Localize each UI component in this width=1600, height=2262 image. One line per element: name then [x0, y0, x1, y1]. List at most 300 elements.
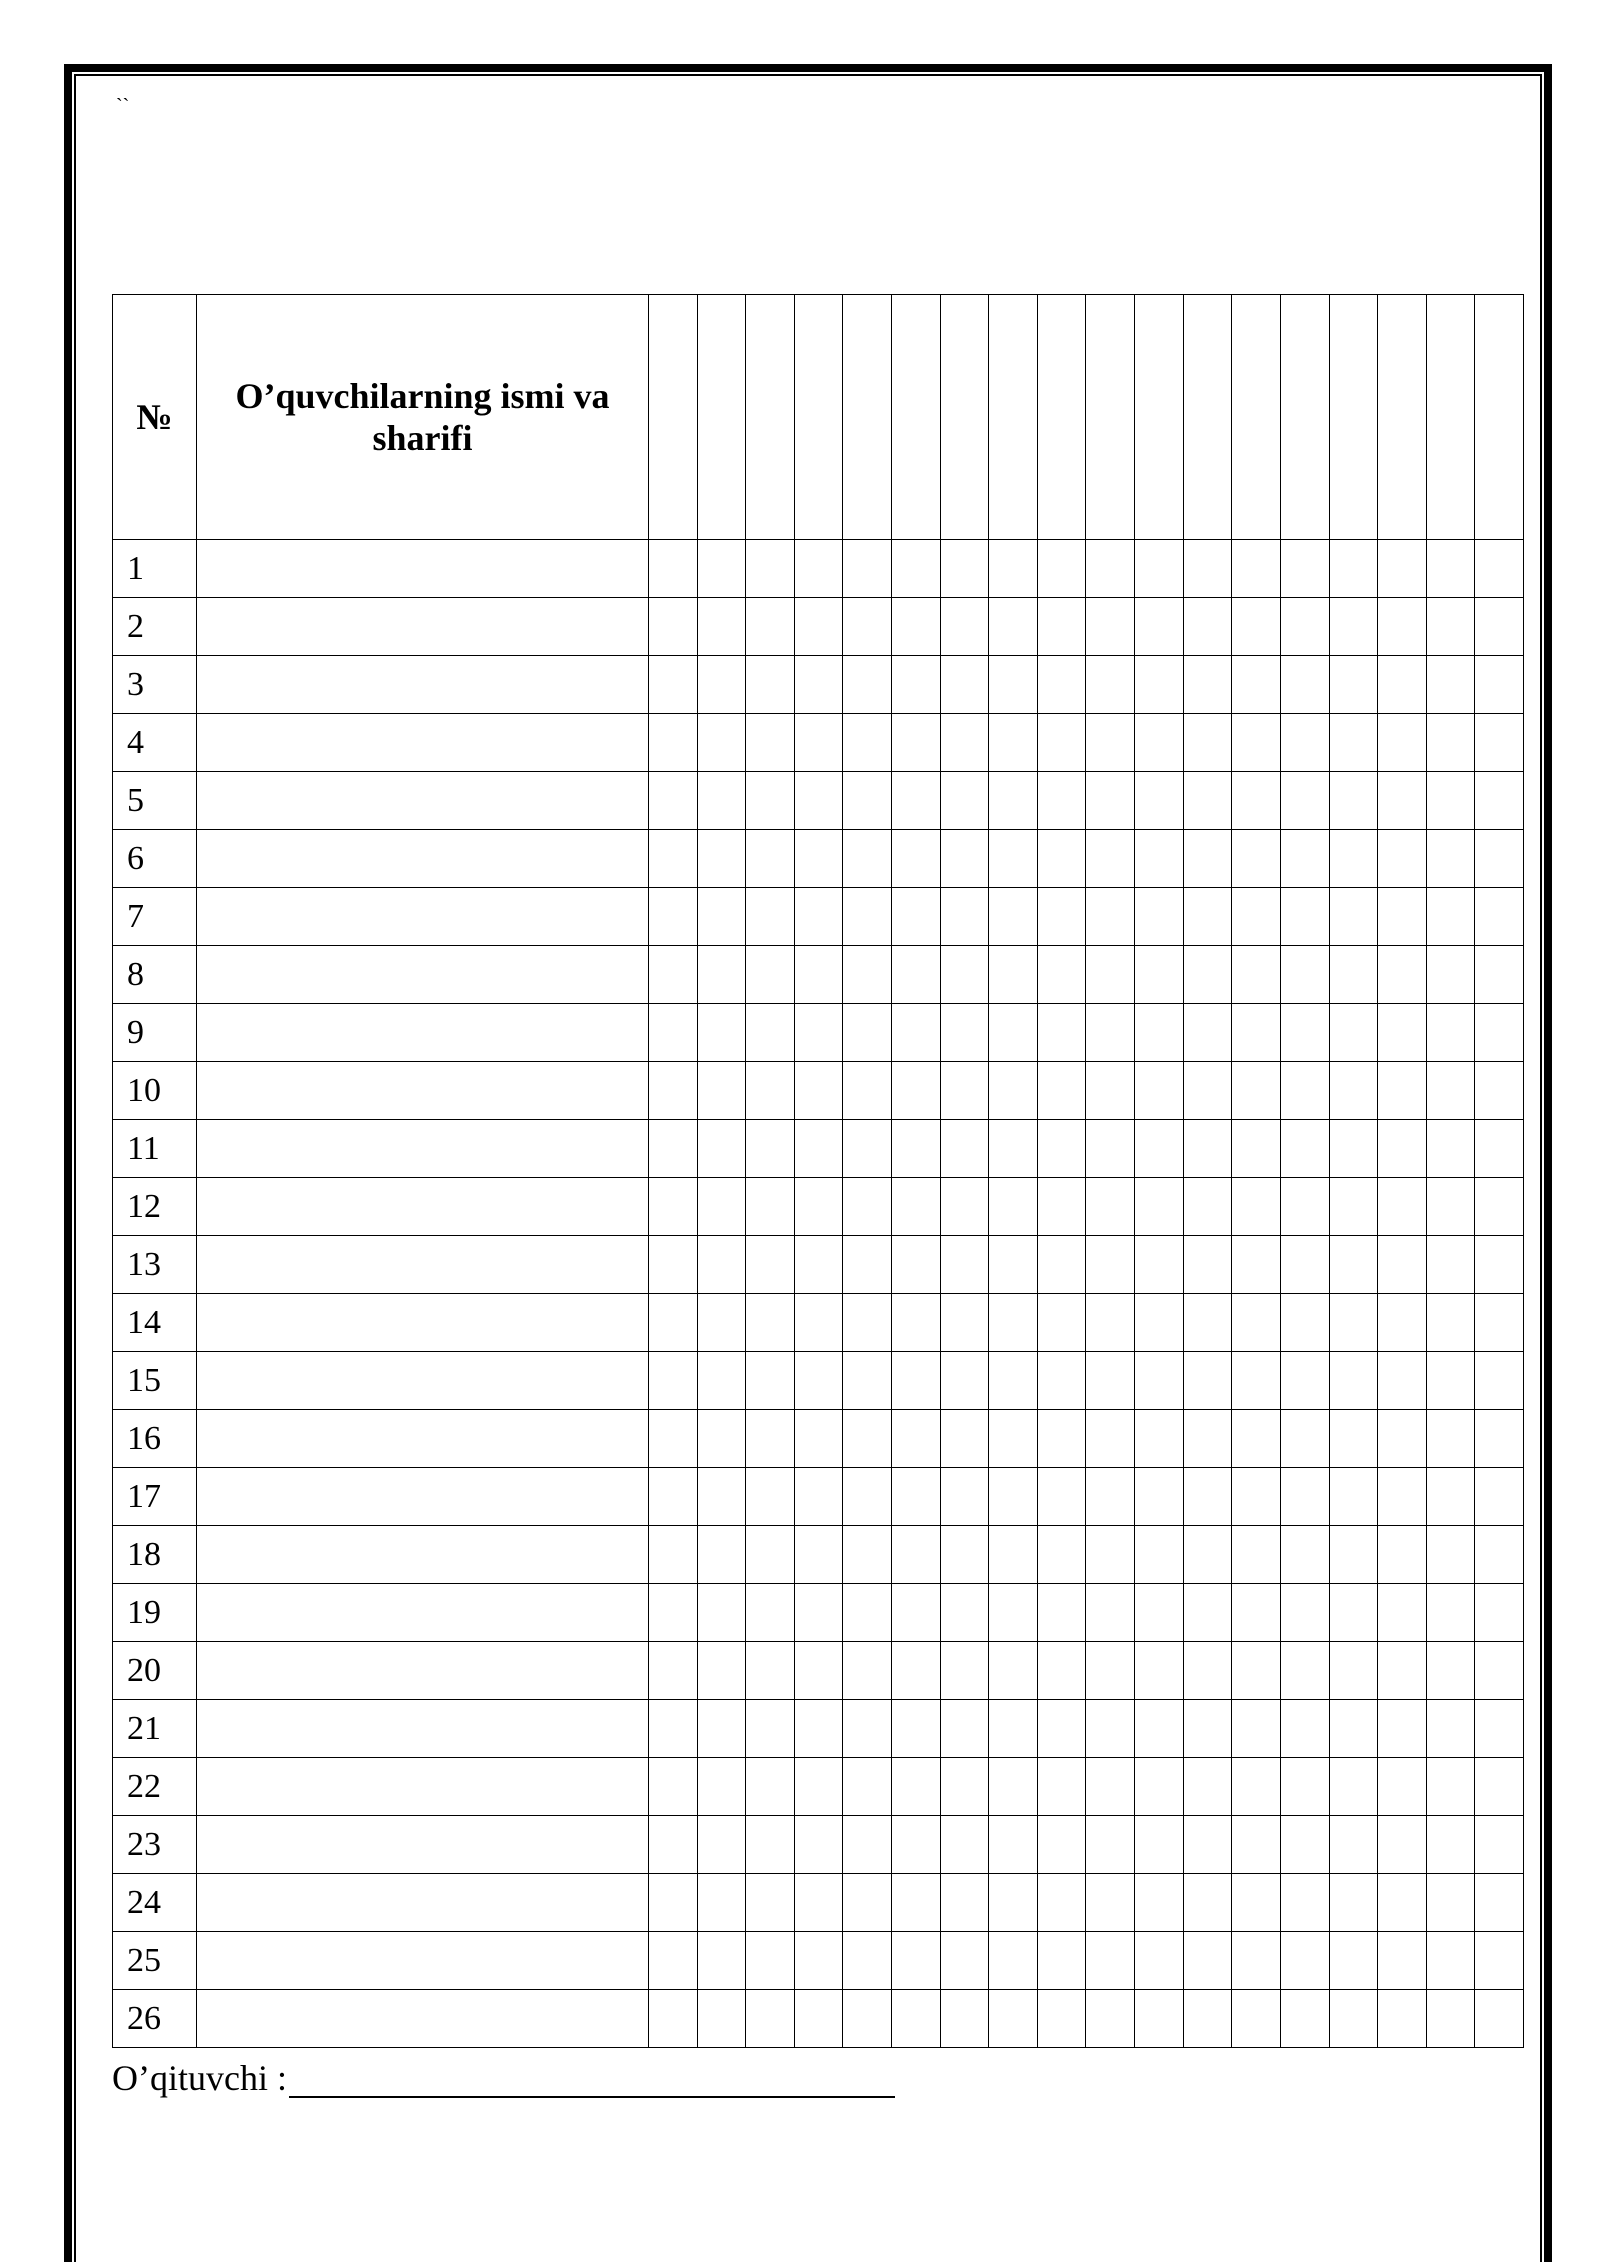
grade-cell[interactable]	[1086, 1584, 1135, 1642]
grade-cell[interactable]	[649, 1526, 698, 1584]
grade-cell[interactable]	[1232, 540, 1281, 598]
grade-cell[interactable]	[843, 1642, 892, 1700]
grade-cell[interactable]	[1475, 1874, 1524, 1932]
grade-cell[interactable]	[1232, 1468, 1281, 1526]
grade-cell[interactable]	[989, 1642, 1038, 1700]
grade-cell[interactable]	[746, 598, 795, 656]
grade-cell[interactable]	[746, 1004, 795, 1062]
grade-cell[interactable]	[892, 1874, 941, 1932]
grade-cell[interactable]	[1135, 1294, 1184, 1352]
grade-cell[interactable]	[1475, 540, 1524, 598]
grade-cell[interactable]	[697, 1990, 746, 2048]
grade-cell[interactable]	[1037, 888, 1086, 946]
grade-cell[interactable]	[1183, 540, 1232, 598]
grade-cell[interactable]	[746, 888, 795, 946]
student-name-cell[interactable]	[197, 1526, 649, 1584]
grade-cell[interactable]	[697, 1062, 746, 1120]
grade-cell[interactable]	[1329, 540, 1378, 598]
grade-cell[interactable]	[1183, 1236, 1232, 1294]
grade-cell[interactable]	[1426, 1758, 1475, 1816]
grade-cell[interactable]	[1086, 1874, 1135, 1932]
grade-cell[interactable]	[1232, 1178, 1281, 1236]
grade-cell[interactable]	[1378, 1468, 1427, 1526]
grade-cell[interactable]	[1037, 946, 1086, 1004]
grade-cell[interactable]	[1280, 1062, 1329, 1120]
grade-cell[interactable]	[794, 1120, 843, 1178]
grade-cell[interactable]	[649, 946, 698, 1004]
grade-cell[interactable]	[940, 1700, 989, 1758]
grade-cell[interactable]	[746, 1410, 795, 1468]
grade-cell[interactable]	[843, 830, 892, 888]
grade-cell[interactable]	[697, 1932, 746, 1990]
grade-cell[interactable]	[697, 1120, 746, 1178]
grade-cell[interactable]	[1378, 598, 1427, 656]
grade-cell[interactable]	[1135, 656, 1184, 714]
grade-cell[interactable]	[843, 1526, 892, 1584]
grade-cell[interactable]	[794, 1526, 843, 1584]
grade-cell[interactable]	[1183, 1410, 1232, 1468]
student-name-cell[interactable]	[197, 1990, 649, 2048]
grade-cell[interactable]	[1378, 1236, 1427, 1294]
grade-cell[interactable]	[892, 598, 941, 656]
grade-cell[interactable]	[1426, 888, 1475, 946]
grade-cell[interactable]	[1280, 1236, 1329, 1294]
grade-cell[interactable]	[843, 1874, 892, 1932]
grade-cell[interactable]	[940, 1178, 989, 1236]
grade-cell[interactable]	[1037, 1932, 1086, 1990]
grade-cell[interactable]	[1329, 714, 1378, 772]
grade-cell[interactable]	[940, 1990, 989, 2048]
grade-cell[interactable]	[1037, 714, 1086, 772]
grade-cell[interactable]	[1475, 1990, 1524, 2048]
grade-cell[interactable]	[892, 1062, 941, 1120]
grade-cell[interactable]	[697, 772, 746, 830]
grade-cell[interactable]	[1232, 1410, 1281, 1468]
grade-cell[interactable]	[1232, 830, 1281, 888]
grade-cell[interactable]	[746, 1178, 795, 1236]
grade-cell[interactable]	[746, 656, 795, 714]
grade-cell[interactable]	[1378, 830, 1427, 888]
grade-cell[interactable]	[1280, 714, 1329, 772]
grade-cell[interactable]	[1232, 1700, 1281, 1758]
grade-cell[interactable]	[1426, 1178, 1475, 1236]
grade-cell[interactable]	[1280, 1410, 1329, 1468]
grade-cell[interactable]	[1426, 1004, 1475, 1062]
grade-cell[interactable]	[843, 540, 892, 598]
grade-cell[interactable]	[1475, 888, 1524, 946]
grade-cell[interactable]	[843, 1062, 892, 1120]
grade-cell[interactable]	[1037, 1700, 1086, 1758]
grade-cell[interactable]	[746, 714, 795, 772]
grade-cell[interactable]	[746, 1526, 795, 1584]
grade-cell[interactable]	[989, 1584, 1038, 1642]
grade-cell[interactable]	[1329, 1062, 1378, 1120]
grade-cell[interactable]	[1232, 656, 1281, 714]
grade-cell[interactable]	[697, 1178, 746, 1236]
grade-cell[interactable]	[892, 1468, 941, 1526]
grade-cell[interactable]	[1135, 946, 1184, 1004]
grade-cell[interactable]	[1426, 1874, 1475, 1932]
grade-cell[interactable]	[746, 1758, 795, 1816]
grade-cell[interactable]	[1086, 1352, 1135, 1410]
grade-cell[interactable]	[843, 946, 892, 1004]
grade-cell[interactable]	[1426, 540, 1475, 598]
grade-cell[interactable]	[1378, 1874, 1427, 1932]
grade-cell[interactable]	[843, 1932, 892, 1990]
grade-cell[interactable]	[1232, 1932, 1281, 1990]
grade-cell[interactable]	[1232, 1816, 1281, 1874]
grade-cell[interactable]	[989, 1410, 1038, 1468]
grade-cell[interactable]	[1378, 1932, 1427, 1990]
grade-cell[interactable]	[1475, 1062, 1524, 1120]
grade-cell[interactable]	[1037, 1526, 1086, 1584]
grade-cell[interactable]	[940, 772, 989, 830]
grade-cell[interactable]	[940, 1932, 989, 1990]
grade-cell[interactable]	[989, 1758, 1038, 1816]
grade-cell[interactable]	[1183, 1294, 1232, 1352]
grade-cell[interactable]	[649, 1410, 698, 1468]
grade-cell[interactable]	[794, 1874, 843, 1932]
grade-cell[interactable]	[940, 1816, 989, 1874]
grade-cell[interactable]	[1426, 1642, 1475, 1700]
grade-cell[interactable]	[746, 540, 795, 598]
grade-cell[interactable]	[1086, 946, 1135, 1004]
grade-cell[interactable]	[1183, 1932, 1232, 1990]
grade-cell[interactable]	[989, 1932, 1038, 1990]
grade-cell[interactable]	[1086, 1932, 1135, 1990]
grade-cell[interactable]	[1475, 714, 1524, 772]
grade-cell[interactable]	[1329, 1294, 1378, 1352]
grade-cell[interactable]	[1280, 1120, 1329, 1178]
grade-cell[interactable]	[1086, 1062, 1135, 1120]
grade-cell[interactable]	[843, 1294, 892, 1352]
grade-cell[interactable]	[989, 1526, 1038, 1584]
grade-cell[interactable]	[1329, 598, 1378, 656]
grade-cell[interactable]	[794, 1352, 843, 1410]
grade-cell[interactable]	[989, 1352, 1038, 1410]
grade-cell[interactable]	[1280, 1584, 1329, 1642]
grade-cell[interactable]	[1232, 1294, 1281, 1352]
grade-cell[interactable]	[843, 1120, 892, 1178]
grade-cell[interactable]	[1135, 1236, 1184, 1294]
grade-cell[interactable]	[794, 540, 843, 598]
grade-cell[interactable]	[649, 888, 698, 946]
grade-cell[interactable]	[649, 772, 698, 830]
grade-cell[interactable]	[989, 946, 1038, 1004]
grade-cell[interactable]	[1378, 1990, 1427, 2048]
grade-cell[interactable]	[697, 714, 746, 772]
grade-cell[interactable]	[1232, 1236, 1281, 1294]
grade-cell[interactable]	[1135, 1874, 1184, 1932]
grade-cell[interactable]	[1086, 888, 1135, 946]
student-name-cell[interactable]	[197, 888, 649, 946]
grade-cell[interactable]	[1086, 772, 1135, 830]
grade-cell[interactable]	[1475, 1410, 1524, 1468]
grade-cell[interactable]	[1475, 1236, 1524, 1294]
grade-cell[interactable]	[746, 830, 795, 888]
grade-cell[interactable]	[1329, 1120, 1378, 1178]
grade-cell[interactable]	[794, 1932, 843, 1990]
grade-cell[interactable]	[1183, 1468, 1232, 1526]
grade-cell[interactable]	[1280, 1178, 1329, 1236]
grade-cell[interactable]	[989, 1062, 1038, 1120]
grade-cell[interactable]	[1426, 656, 1475, 714]
grade-cell[interactable]	[794, 1062, 843, 1120]
grade-cell[interactable]	[649, 1816, 698, 1874]
grade-cell[interactable]	[649, 1642, 698, 1700]
grade-cell[interactable]	[989, 1004, 1038, 1062]
grade-cell[interactable]	[1475, 1352, 1524, 1410]
grade-cell[interactable]	[794, 1236, 843, 1294]
grade-cell[interactable]	[746, 1700, 795, 1758]
grade-cell[interactable]	[1086, 1990, 1135, 2048]
grade-cell[interactable]	[1329, 1642, 1378, 1700]
grade-cell[interactable]	[1329, 830, 1378, 888]
grade-cell[interactable]	[1378, 1700, 1427, 1758]
grade-cell[interactable]	[1232, 772, 1281, 830]
grade-cell[interactable]	[1280, 1004, 1329, 1062]
grade-cell[interactable]	[843, 1700, 892, 1758]
grade-cell[interactable]	[1426, 830, 1475, 888]
grade-cell[interactable]	[1183, 1584, 1232, 1642]
grade-cell[interactable]	[1329, 888, 1378, 946]
grade-cell[interactable]	[843, 1584, 892, 1642]
grade-cell[interactable]	[697, 1874, 746, 1932]
grade-cell[interactable]	[1329, 1816, 1378, 1874]
grade-cell[interactable]	[1232, 714, 1281, 772]
teacher-signature-blank[interactable]	[289, 2064, 895, 2098]
grade-cell[interactable]	[1426, 1120, 1475, 1178]
grade-cell[interactable]	[1280, 1468, 1329, 1526]
grade-cell[interactable]	[940, 1874, 989, 1932]
grade-cell[interactable]	[940, 1758, 989, 1816]
grade-cell[interactable]	[989, 1816, 1038, 1874]
grade-cell[interactable]	[794, 1990, 843, 2048]
grade-cell[interactable]	[697, 1004, 746, 1062]
grade-cell[interactable]	[1086, 830, 1135, 888]
grade-cell[interactable]	[1426, 1352, 1475, 1410]
grade-cell[interactable]	[1426, 1236, 1475, 1294]
grade-cell[interactable]	[649, 1874, 698, 1932]
grade-cell[interactable]	[794, 946, 843, 1004]
grade-cell[interactable]	[1475, 946, 1524, 1004]
grade-cell[interactable]	[1329, 1352, 1378, 1410]
grade-cell[interactable]	[649, 1004, 698, 1062]
grade-cell[interactable]	[1037, 1758, 1086, 1816]
grade-cell[interactable]	[892, 772, 941, 830]
grade-cell[interactable]	[794, 1468, 843, 1526]
grade-cell[interactable]	[1037, 1642, 1086, 1700]
grade-cell[interactable]	[697, 1526, 746, 1584]
grade-cell[interactable]	[1135, 1526, 1184, 1584]
grade-cell[interactable]	[1183, 598, 1232, 656]
grade-cell[interactable]	[940, 1004, 989, 1062]
grade-cell[interactable]	[1037, 1990, 1086, 2048]
grade-cell[interactable]	[1086, 1700, 1135, 1758]
grade-cell[interactable]	[892, 1526, 941, 1584]
grade-cell[interactable]	[989, 1700, 1038, 1758]
grade-cell[interactable]	[649, 1990, 698, 2048]
grade-cell[interactable]	[1037, 1178, 1086, 1236]
grade-cell[interactable]	[989, 888, 1038, 946]
grade-cell[interactable]	[1280, 656, 1329, 714]
grade-cell[interactable]	[1475, 1004, 1524, 1062]
grade-cell[interactable]	[1280, 540, 1329, 598]
grade-cell[interactable]	[1183, 1816, 1232, 1874]
grade-cell[interactable]	[1280, 1816, 1329, 1874]
grade-cell[interactable]	[843, 598, 892, 656]
grade-cell[interactable]	[1280, 1990, 1329, 2048]
grade-cell[interactable]	[649, 598, 698, 656]
grade-cell[interactable]	[1426, 1990, 1475, 2048]
grade-cell[interactable]	[892, 1410, 941, 1468]
grade-cell[interactable]	[892, 1758, 941, 1816]
grade-cell[interactable]	[1329, 1758, 1378, 1816]
grade-cell[interactable]	[794, 1758, 843, 1816]
grade-cell[interactable]	[1426, 1062, 1475, 1120]
grade-cell[interactable]	[649, 1120, 698, 1178]
student-name-cell[interactable]	[197, 1816, 649, 1874]
grade-cell[interactable]	[1086, 598, 1135, 656]
grade-cell[interactable]	[1475, 1758, 1524, 1816]
grade-cell[interactable]	[940, 1642, 989, 1700]
grade-cell[interactable]	[1280, 1758, 1329, 1816]
grade-cell[interactable]	[746, 1584, 795, 1642]
grade-cell[interactable]	[746, 1120, 795, 1178]
grade-cell[interactable]	[1232, 1352, 1281, 1410]
student-name-cell[interactable]	[197, 1468, 649, 1526]
student-name-cell[interactable]	[197, 1584, 649, 1642]
grade-cell[interactable]	[1135, 714, 1184, 772]
grade-cell[interactable]	[1086, 1236, 1135, 1294]
grade-cell[interactable]	[1329, 1410, 1378, 1468]
grade-cell[interactable]	[649, 1352, 698, 1410]
grade-cell[interactable]	[1280, 1874, 1329, 1932]
grade-cell[interactable]	[1378, 1584, 1427, 1642]
grade-cell[interactable]	[794, 1700, 843, 1758]
grade-cell[interactable]	[1086, 1120, 1135, 1178]
grade-cell[interactable]	[697, 1816, 746, 1874]
grade-cell[interactable]	[649, 1584, 698, 1642]
grade-cell[interactable]	[892, 1584, 941, 1642]
grade-cell[interactable]	[794, 1294, 843, 1352]
grade-cell[interactable]	[1086, 1004, 1135, 1062]
grade-cell[interactable]	[940, 598, 989, 656]
grade-cell[interactable]	[1378, 1758, 1427, 1816]
grade-cell[interactable]	[1135, 888, 1184, 946]
grade-cell[interactable]	[1086, 1758, 1135, 1816]
grade-cell[interactable]	[1135, 1120, 1184, 1178]
grade-cell[interactable]	[892, 1120, 941, 1178]
grade-cell[interactable]	[1329, 1700, 1378, 1758]
grade-cell[interactable]	[1475, 1642, 1524, 1700]
grade-cell[interactable]	[1426, 1700, 1475, 1758]
grade-cell[interactable]	[1426, 1526, 1475, 1584]
grade-cell[interactable]	[746, 1294, 795, 1352]
grade-cell[interactable]	[843, 714, 892, 772]
grade-cell[interactable]	[892, 1700, 941, 1758]
grade-cell[interactable]	[940, 714, 989, 772]
grade-cell[interactable]	[1183, 1352, 1232, 1410]
grade-cell[interactable]	[1426, 1410, 1475, 1468]
grade-cell[interactable]	[1037, 1468, 1086, 1526]
grade-cell[interactable]	[1329, 1178, 1378, 1236]
grade-cell[interactable]	[940, 830, 989, 888]
grade-cell[interactable]	[892, 1932, 941, 1990]
grade-cell[interactable]	[1280, 1526, 1329, 1584]
student-name-cell[interactable]	[197, 772, 649, 830]
student-name-cell[interactable]	[197, 714, 649, 772]
grade-cell[interactable]	[940, 656, 989, 714]
grade-cell[interactable]	[1475, 1584, 1524, 1642]
grade-cell[interactable]	[649, 1700, 698, 1758]
grade-cell[interactable]	[1378, 1526, 1427, 1584]
grade-cell[interactable]	[1135, 1062, 1184, 1120]
grade-cell[interactable]	[1475, 1932, 1524, 1990]
grade-cell[interactable]	[1135, 772, 1184, 830]
grade-cell[interactable]	[1135, 1584, 1184, 1642]
grade-cell[interactable]	[843, 1410, 892, 1468]
student-name-cell[interactable]	[197, 1758, 649, 1816]
grade-cell[interactable]	[940, 946, 989, 1004]
grade-cell[interactable]	[649, 656, 698, 714]
grade-cell[interactable]	[1037, 1584, 1086, 1642]
grade-cell[interactable]	[1086, 1178, 1135, 1236]
student-name-cell[interactable]	[197, 830, 649, 888]
grade-cell[interactable]	[794, 888, 843, 946]
grade-cell[interactable]	[1037, 656, 1086, 714]
grade-cell[interactable]	[892, 1352, 941, 1410]
grade-cell[interactable]	[989, 1874, 1038, 1932]
student-name-cell[interactable]	[197, 1642, 649, 1700]
grade-cell[interactable]	[649, 1468, 698, 1526]
grade-cell[interactable]	[989, 598, 1038, 656]
grade-cell[interactable]	[1037, 772, 1086, 830]
grade-cell[interactable]	[1280, 1642, 1329, 1700]
grade-cell[interactable]	[1037, 1352, 1086, 1410]
grade-cell[interactable]	[1183, 772, 1232, 830]
grade-cell[interactable]	[1037, 830, 1086, 888]
grade-cell[interactable]	[843, 1178, 892, 1236]
grade-cell[interactable]	[1135, 540, 1184, 598]
grade-cell[interactable]	[1475, 598, 1524, 656]
grade-cell[interactable]	[940, 1236, 989, 1294]
grade-cell[interactable]	[892, 1990, 941, 2048]
grade-cell[interactable]	[697, 540, 746, 598]
grade-cell[interactable]	[940, 1410, 989, 1468]
grade-cell[interactable]	[794, 1816, 843, 1874]
grade-cell[interactable]	[1183, 1642, 1232, 1700]
grade-cell[interactable]	[746, 1352, 795, 1410]
grade-cell[interactable]	[1232, 598, 1281, 656]
grade-cell[interactable]	[892, 830, 941, 888]
grade-cell[interactable]	[1183, 1990, 1232, 2048]
grade-cell[interactable]	[1475, 830, 1524, 888]
grade-cell[interactable]	[1280, 1294, 1329, 1352]
grade-cell[interactable]	[1135, 1932, 1184, 1990]
grade-cell[interactable]	[1135, 1758, 1184, 1816]
grade-cell[interactable]	[1135, 598, 1184, 656]
grade-cell[interactable]	[1475, 1700, 1524, 1758]
grade-cell[interactable]	[697, 1642, 746, 1700]
grade-cell[interactable]	[1135, 1642, 1184, 1700]
grade-cell[interactable]	[649, 1758, 698, 1816]
grade-cell[interactable]	[843, 656, 892, 714]
grade-cell[interactable]	[1475, 1178, 1524, 1236]
student-name-cell[interactable]	[197, 1700, 649, 1758]
grade-cell[interactable]	[1475, 1816, 1524, 1874]
grade-cell[interactable]	[1183, 830, 1232, 888]
